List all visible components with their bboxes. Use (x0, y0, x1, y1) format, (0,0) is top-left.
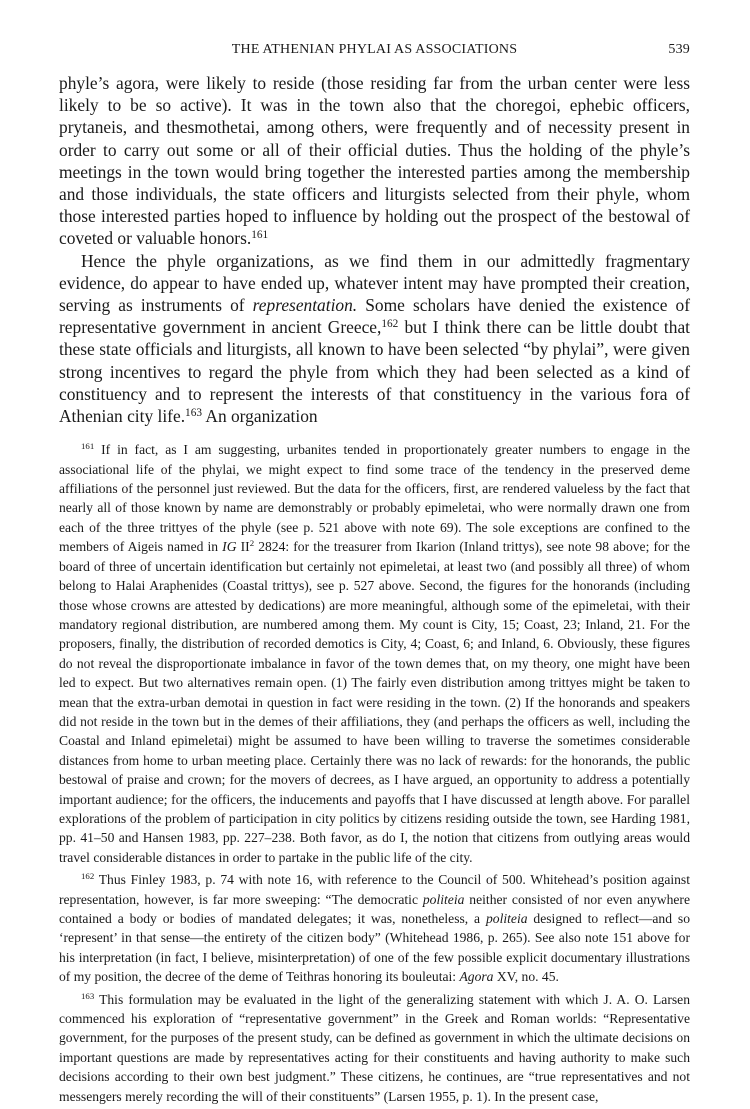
footnote-text: 2824: for the treasurer from Ikarion (Inland trittys), see note 98 above; for the board of three of uncertain identification but certainly not epimeletai, at least two (and possibly all three) of whom belong to Halai Araphenides (Coastal trittys), see p. 527 above. Second, the figures for the honorands (including those whose crowns are attested by dedications) are more meaningful, although some of the epimeletai, with their mandatory regional distribution, are numbered among them. My count is City, 15; Coast, 23; Inland, 21. For the proposers, finally, the distribution of recorded demotics is City, 4; Coast, 6; and Inland, 6. Obviously, these figures do not reveal the disproportionate imbalance in favor of the town demes that, on my theory, one might have been led to expect. But two alternatives remain open. (1) The fairly even distribution among trittyes might be taken to mean that the extra-urban demotai in question in fact were residing in the town. (2) If the honorands and speakers did not reside in the town but in the demes of their affiliations, they (and perhaps the officers as well, including the Coastal and Inland epimeletai) might be assumed to have been willing to traverse the sometimes considerable distances from home to urban meeting place. Certainly there was no lack of rewards: for the honorands, the public bestowal of praise and crown; for the movers of decrees, as I have argued, an opportunity to address a potentially important audience; for the officers, the inducements and payoffs that I have discussed at length above. For parallel explorations of the problem of participation in city politics by citizens residing outside the town, see Harding 1981, pp. 41–50 and Hansen 1983, pp. 227–238. Both favor, as do I, the notion that citizens from outlying areas would travel considerable distances in order to partake in the public life of the city. (59, 539, 690, 865)
paragraph-2-text-a: Hence the phyle organizations, as we find them in our admittedly fragmentary evidence, do appear to have ended up, whatever intent may have prompted their creation, serving as instruments of (59, 250, 690, 316)
footnote-number: 162 (81, 871, 95, 882)
footnote-text: XV, no. 45. (493, 969, 559, 985)
main-text (59, 72, 690, 427)
footnote-text: Thus Finley 1983, p. 74 with note 16, with reference to the Council of 500. Whitehead’s position against representation, however, is far more sweeping: “The democratic (59, 872, 690, 907)
running-title: THE ATHENIAN PHYLAI AS ASSOCIATIONS (231, 42, 518, 57)
footnote-text: neither consisted of nor even anywhere contained a body or bodies of mandated delegates; it was, nonetheless, a (59, 891, 690, 926)
paragraph-2-text-d: An organization (202, 406, 318, 427)
footnotes (59, 440, 690, 1106)
footnote-163 (59, 990, 690, 1106)
page-number: 539 (668, 42, 690, 57)
footnote-162 (59, 870, 690, 986)
paragraph-2 (59, 250, 690, 428)
footnote-text: This formulation may be evaluated in the light of the generalizing statement with which J. A. O. Larsen commenced his exploration of “representative government” in the Greek and Roman worlds: “Representative government, for the purposes of the present study, can be defined as government in which the ultimate decisions on important questions are made by representatives acting for their constituents and having authority to make such decisions according to their own best judgment.” These citizens, he continues, are “true representatives and not messengers merely recording the will of their constituents” (Larsen 1955, p. 1). In the present case, (59, 991, 690, 1104)
emphasis-representation: representation. (252, 295, 358, 316)
footnote-number: 161 (81, 441, 95, 452)
paragraph-1 (59, 72, 690, 250)
footnote-emphasis: politeia (485, 911, 528, 926)
footnote-text: If in fact, as I am suggesting, urbanites tended in proportionately greater numbers to engage in the associational life of the phylai, we might expect to find some trace of the tendency in the preserved deme affiliations of the personnel just reviewed. But the data for the officers, first, are rendered valueless by the fact that nearly all of those known by name are demonstrably or probably epimeletai, who were normally drawn one from each of the three trittyes of the phyle (see p. 521 above with note 69). The sole exceptions are confined to the members of Aigeis named in (59, 442, 690, 555)
footnote-emphasis: Agora (459, 969, 494, 985)
footnote-text: designed to reflect—and so ‘represent’ in that sense—the entirety of the citizen body” (Whitehead 1986, p. 265). See also note 151 above for his interpretation (in fact, I believe, misinterpretation) of one of the few possible explicit documentary illustrations of my position, the decree of the deme of Teithras honoring its bouleutai: (59, 911, 690, 985)
footnote-ref-162: 162 (381, 318, 399, 331)
footnote-superscript: 2 (249, 538, 255, 549)
paragraph-2-text-b: Some scholars have denied the existence of representative government in ancient Greece, (59, 295, 690, 338)
paragraph-1-text: phyle’s agora, were likely to reside (those residing far from the urban center were less likely to be so active). It was in the town also that the choregoi, ephebic officers, prytaneis, and thesmothetai, among others, were frequently and of necessity present in order to carry out some or all of their official duties. Thus the holding of the phyle’s meetings in the town would bring together the interested parties among the membership and those individuals, the state officers and liturgists selected from their phyle, whom those interested parties hoped to influence by holding out the prospect of the bestowal of coveted or valuable honors. (59, 73, 690, 249)
running-header (59, 40, 690, 62)
footnote-emphasis: IG (222, 539, 237, 555)
footnote-emphasis: politeia (422, 891, 465, 907)
footnote-161 (59, 440, 690, 867)
footnote-number: 163 (81, 990, 95, 1001)
paragraph-2-text-c: but I think there can be little doubt that these state officials and liturgists, all known to have been selected “by phylai”, were given strong incentives to regard the phyle from which they had been selected as a kind of constituency and to represent the interests of that constituency in the various fora of Athenian city life. (59, 317, 691, 427)
footnote-ref-161: 161 (251, 229, 269, 242)
page (59, 40, 690, 1109)
footnote-text: II (236, 539, 250, 555)
footnote-ref-163: 163 (185, 406, 202, 419)
